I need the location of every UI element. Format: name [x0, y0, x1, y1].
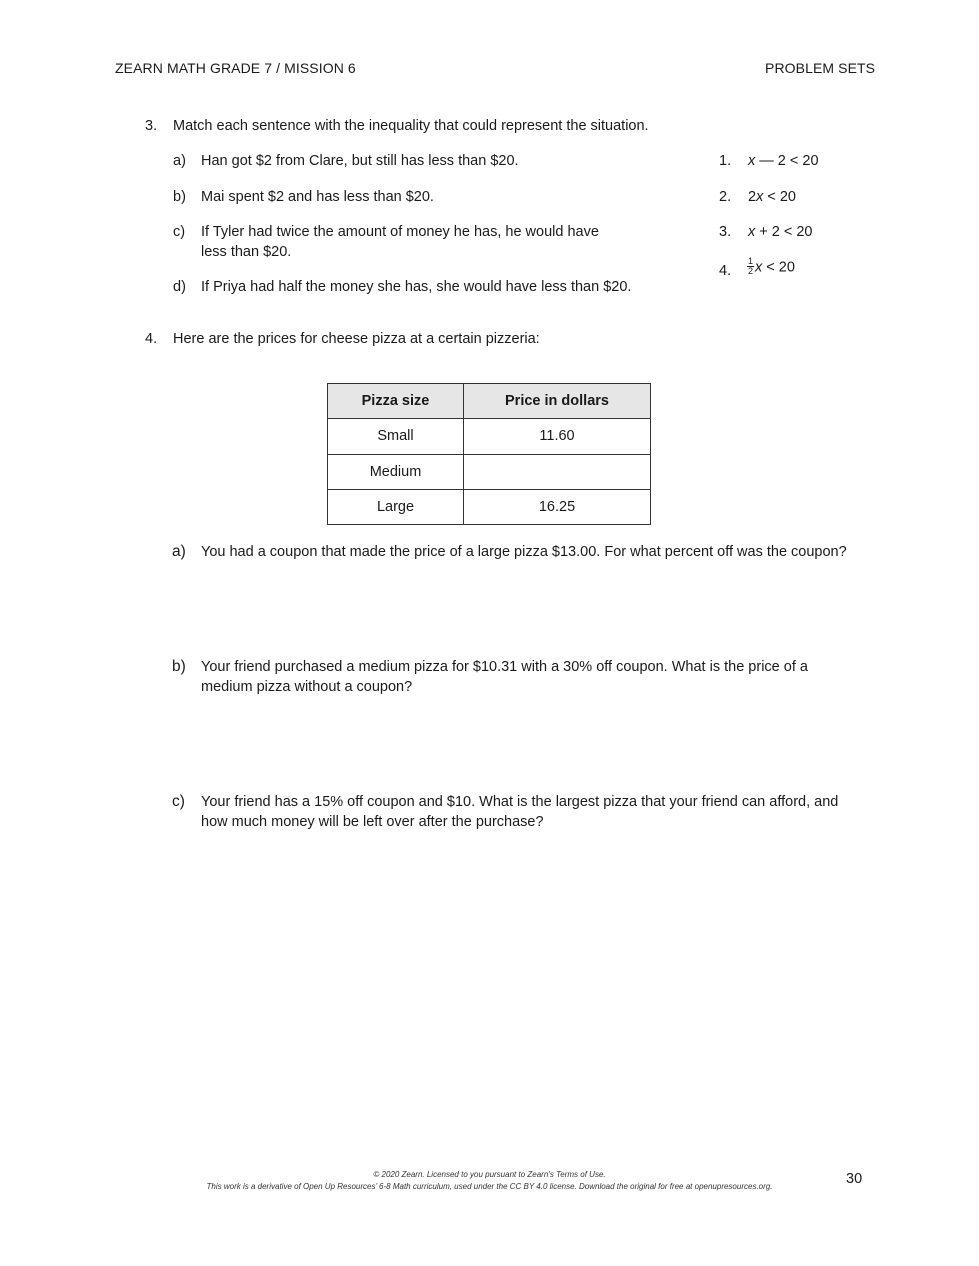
- sentence-label: a): [173, 153, 186, 169]
- inequality-label: 4.: [719, 263, 732, 279]
- footer-license: © 2020 Zearn. Licensed to you pursuant to Zearn’s Terms of Use.: [373, 1170, 606, 1179]
- question-text-cont: medium pizza without a coupon?: [201, 679, 413, 695]
- fraction-one-half: $\frac{1}{2}$: [748, 256, 754, 276]
- sentence-text: Mai spent $2 and has less than $20.: [201, 189, 434, 205]
- problem-3-number: 3.: [145, 118, 158, 134]
- question-text: Your friend has a 15% off coupon and $10. What is the largest pizza that your friend can afford, and: [201, 794, 839, 810]
- table-cell: Large: [328, 489, 464, 524]
- sentence-text: Han got $2 from Clare, but still has less than $20.: [201, 153, 519, 169]
- header-title: ZEARN MATH GRADE 7 / MISSION 6: [115, 60, 356, 76]
- table-row: [328, 419, 651, 454]
- problem-3-prompt: Match each sentence with the inequality that could represent the situation.: [173, 118, 649, 134]
- pizza-price-table: [327, 383, 651, 525]
- table-header-row: [328, 384, 651, 419]
- inequality-expression: $\frac{1}{2}$ x < 20: [748, 256, 795, 276]
- table-cell: Medium: [328, 454, 464, 489]
- inequality-expression: x + 2 < 20: [748, 224, 813, 240]
- sentence-label: d): [173, 279, 186, 295]
- table-header: Pizza size: [328, 384, 464, 419]
- question-label: a): [172, 543, 186, 560]
- question-text-cont: how much money will be left over after the purchase?: [201, 814, 544, 830]
- inequality-expression: 2x < 20: [748, 189, 796, 205]
- inequality-label: 2.: [719, 189, 732, 205]
- sentence-text-cont: less than $20.: [201, 244, 292, 260]
- table-row: [328, 454, 651, 489]
- footer-attribution: This work is a derivative of Open Up Resources’ 6-8 Math curriculum, used under the CC BY 4.0 license. Download the original for free at openupresources.org.: [206, 1182, 773, 1191]
- inequality-label: 3.: [719, 224, 732, 240]
- sentence-label: b): [173, 189, 186, 205]
- table-header: Price in dollars: [464, 384, 651, 419]
- question-label: b): [172, 658, 186, 675]
- table-row: [328, 489, 651, 524]
- page-number: 30: [846, 1171, 863, 1187]
- problem-4-prompt: Here are the prices for cheese pizza at a certain pizzeria:: [173, 331, 540, 347]
- table-cell: Small: [328, 419, 464, 454]
- inequality-expression: x — 2 < 20: [748, 153, 819, 169]
- sentence-label: c): [173, 224, 186, 240]
- question-label: c): [172, 793, 185, 810]
- sentence-text: If Tyler had twice the amount of money he has, he would have: [201, 224, 599, 240]
- problem-4-number: 4.: [145, 331, 158, 347]
- table-cell: 16.25: [464, 489, 651, 524]
- question-text: You had a coupon that made the price of a large pizza $13.00. For what percent off was the coupon?: [201, 544, 847, 560]
- question-text: Your friend purchased a medium pizza for $10.31 with a 30% off coupon. What is the price of a: [201, 659, 808, 675]
- header-section: PROBLEM SETS: [765, 60, 876, 76]
- inequality-label: 1.: [719, 153, 732, 169]
- sentence-text: If Priya had half the money she has, she would have less than $20.: [201, 279, 632, 295]
- table-cell: [464, 454, 651, 489]
- table-cell: 11.60: [464, 419, 651, 454]
